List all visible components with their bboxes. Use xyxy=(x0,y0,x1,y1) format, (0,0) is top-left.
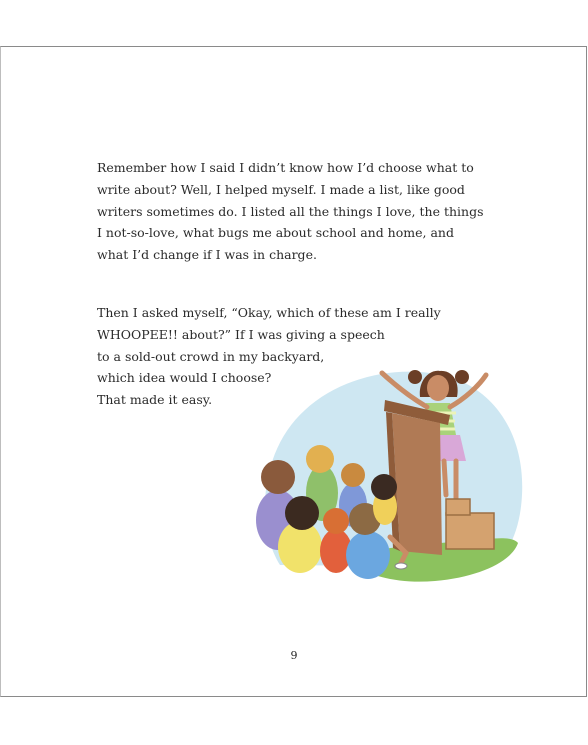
text-line: I not-so-love, what bugs me about school and home, and xyxy=(97,225,454,241)
text-line: writers sometimes do. I listed all the things I love, the things xyxy=(97,203,484,219)
speech-illustration xyxy=(250,355,535,587)
podium xyxy=(384,400,450,555)
text-line: to a sold-out crowd in my backyard, xyxy=(97,348,325,364)
text-line: what I’d change if I was in charge. xyxy=(97,247,317,263)
text-line: WHOOPEE!! about?” If I was giving a speech xyxy=(97,326,385,342)
text-line: Remember how I said I didn’t know how I’d choose what to xyxy=(97,160,474,175)
text-line: which idea would I choose? xyxy=(97,370,272,386)
text-line: write about? Well, I helped myself. I made a list, like good xyxy=(97,181,465,197)
text-line: That made it easy. xyxy=(97,392,213,408)
page-number: 9 xyxy=(290,649,298,662)
text-line: Then I asked myself, “Okay, which of these am I really xyxy=(97,305,441,320)
paragraph-list-making xyxy=(97,157,483,266)
